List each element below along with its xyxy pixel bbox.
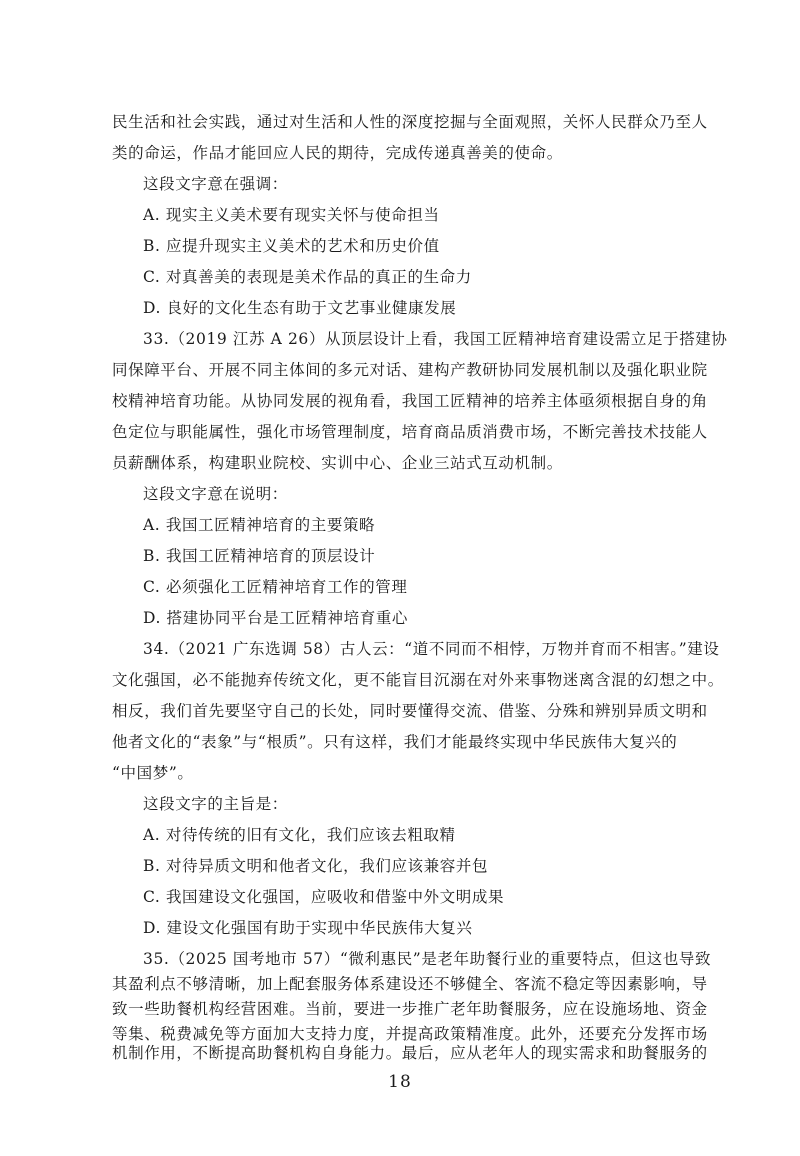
answer-option: D. 建设文化强国有助于实现中华民族伟大复兴 [143, 919, 473, 937]
question-35-line: 机制作用，不断提高助餐机构自身能力。最后，应从老年人的现实需求和助餐服务的 [112, 1044, 708, 1062]
question-prompt: 这段文字意在说明： [143, 485, 288, 503]
answer-option: A. 对待传统的旧有文化，我们应该去粗取精 [143, 826, 456, 844]
answer-option: D. 良好的文化生态有助于文艺事业健康发展 [143, 299, 457, 317]
question-34-line: 他者文化的“表象”与“根质”。只有这样，我们才能最终实现中华民族伟大复兴的 [112, 733, 678, 751]
question-33-line: 员薪酬体系，构建职业院校、实训中心、企业三站式互动机制。 [112, 454, 563, 472]
answer-option: C. 对真善美的表现是美术作品的真正的生命力 [143, 268, 472, 286]
answer-option: B. 应提升现实主义美术的艺术和历史价值 [143, 237, 440, 255]
question-33-line: 同保障平台、开展不同主体间的多元对话、建构产教研协同发展机制以及强化职业院 [112, 361, 708, 379]
question-33-line: 校精神培育功能。从协同发展的视角看，我国工匠精神的培养主体亟须根据自身的角 [112, 392, 708, 410]
question-prompt: 这段文字意在强调： [143, 175, 288, 193]
question-35-line: 等集、税费减免等方面加大支持力度，并提高政策精准度。此外，还要充分发挥市场 [112, 1025, 708, 1043]
answer-option: A. 我国工匠精神培育的主要策略 [143, 516, 376, 534]
paragraph-line: 民生活和社会实践，通过对生活和人性的深度挖掘与全面观照，关怀人民群众乃至人 [112, 113, 708, 131]
question-35-line: 35.（2025 国考地市 57）“微利惠民”是老年助餐行业的重要特点，但这也导致 [143, 950, 712, 968]
answer-option: B. 对待异质文明和他者文化，我们应该兼容并包 [143, 857, 489, 875]
question-34-line: 34.（2021 广东选调 58）古人云：“道不同而不相悖，万物并育而不相害。”建设 [143, 640, 720, 658]
question-33-line: 33.（2019 江苏 A 26）从顶层设计上看，我国工匠精神培育建设需立足于搭建协 [143, 330, 728, 348]
question-34-line: 文化强国，必不能抛弃传统文化，更不能盲目沉溺在对外来事物迷离含混的幻想之中。 [112, 671, 724, 689]
answer-option: B. 我国工匠精神培育的顶层设计 [143, 547, 376, 565]
question-35-line: 其盈利点不够清晰，加上配套服务体系建设还不够健全、客流不稳定等因素影响，导 [112, 975, 708, 993]
question-35-line: 致一些助餐机构经营困难。当前，要进一步推广老年助餐服务，应在设施场地、资金 [112, 1000, 708, 1018]
question-33-line: 色定位与职能属性，强化市场管理制度，培育商品质消费市场，不断完善技术技能人 [112, 423, 708, 441]
answer-option: C. 我国建设文化强国，应吸收和借鉴中外文明成果 [143, 888, 505, 906]
answer-option: C. 必须强化工匠精神培育工作的管理 [143, 578, 408, 596]
answer-option: D. 搭建协同平台是工匠精神培育重心 [143, 609, 409, 627]
question-34-line: “中国梦”。 [112, 764, 194, 782]
page-number: 18 [388, 1072, 412, 1092]
question-prompt: 这段文字的主旨是： [143, 795, 288, 813]
paragraph-line: 类的命运，作品才能回应人民的期待，完成传递真善美的使命。 [112, 144, 563, 162]
answer-option: A. 现实主义美术要有现实关怀与使命担当 [143, 206, 440, 224]
question-34-line: 相反，我们首先要坚守自己的长处，同时要懂得交流、借鉴、分殊和辨别异质文明和 [112, 702, 708, 720]
